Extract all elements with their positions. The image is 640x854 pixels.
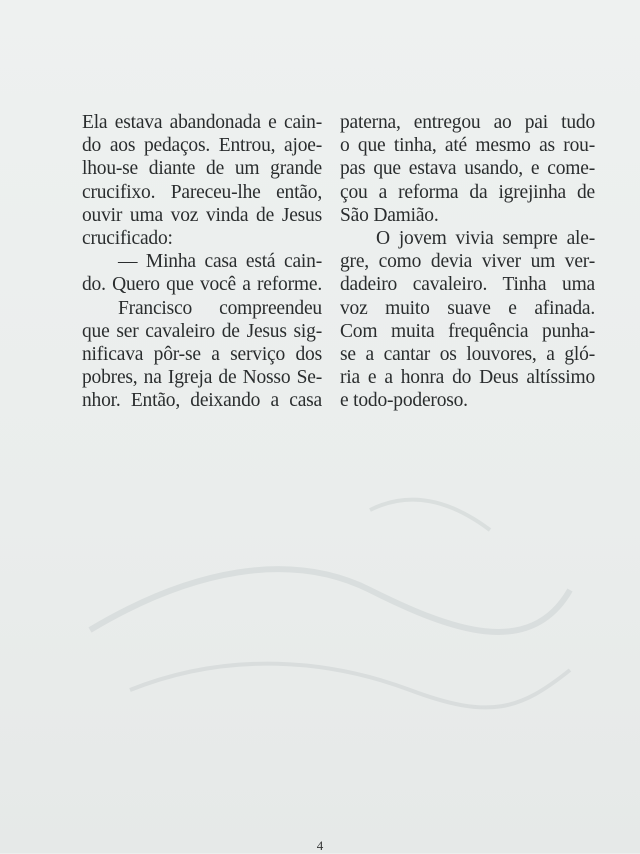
page-number: 4 bbox=[316, 838, 324, 853]
text-line: paterna, entregou ao pai tudo bbox=[340, 112, 595, 133]
text-line: do. Quero que você a reforme. bbox=[82, 274, 322, 296]
text-line: o que tinha, até mesmo as rou- bbox=[340, 135, 595, 157]
text-line: se a cantar os louvores, a gló- bbox=[340, 343, 595, 365]
right-text-column bbox=[340, 111, 595, 412]
text-line: voz muito suave e afinada. bbox=[340, 297, 595, 319]
text-line: nificava pôr-se a serviço dos bbox=[82, 343, 322, 365]
text-line: dadeiro cavaleiro. Tinha uma bbox=[340, 274, 595, 296]
text-line: pobres, na Igreja de Nosso Se- bbox=[82, 367, 322, 389]
left-text-column bbox=[82, 111, 322, 412]
text-line: lhou-se diante de um grande bbox=[82, 158, 322, 180]
text-line: çou a reforma da igrejinha de bbox=[340, 181, 595, 203]
text-line: São Damião. bbox=[340, 204, 439, 226]
text-line: Com muita frequência punha- bbox=[340, 320, 595, 342]
text-line: e todo-poderoso. bbox=[340, 390, 468, 412]
text-line: que ser cavaleiro de Jesus sig- bbox=[82, 320, 322, 342]
text-line: ria e a honra do Deus altíssimo bbox=[340, 367, 595, 389]
text-line: crucificado: bbox=[82, 227, 173, 249]
text-line: do aos pedaços. Entrou, ajoe- bbox=[82, 135, 322, 157]
text-line: — Minha casa está cain- bbox=[118, 251, 322, 273]
text-line: pas que estava usando, e come- bbox=[340, 158, 595, 180]
text-line: O jovem vivia sempre ale- bbox=[376, 227, 595, 249]
text-line: Francisco compreendeu bbox=[118, 297, 322, 319]
text-line: crucifixo. Pareceu-lhe então, bbox=[82, 181, 322, 203]
text-line: gre, como devia viver um ver- bbox=[340, 251, 595, 273]
text-line: ouvir uma voz vinda de Jesus bbox=[82, 204, 322, 226]
text-line: nhor. Então, deixando a casa bbox=[82, 390, 322, 412]
text-line: Ela estava abandonada e cain- bbox=[82, 112, 322, 133]
